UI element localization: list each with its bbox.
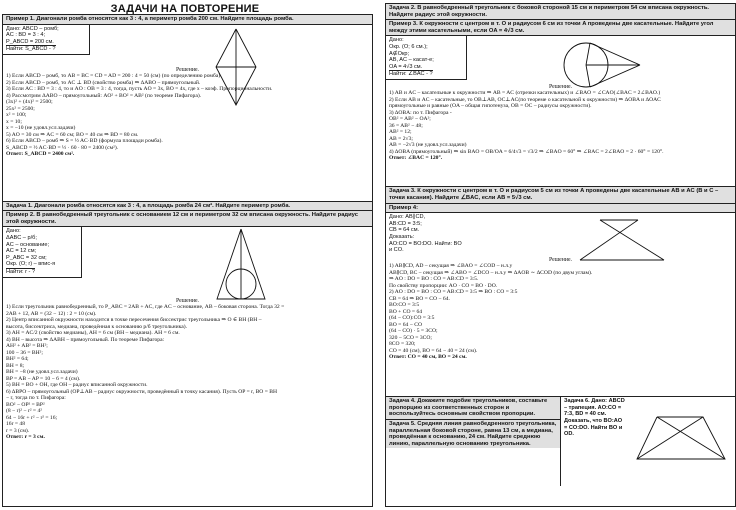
example-1: [3, 25, 372, 202]
example-3-solution: Решение. 1) AB и AC – касательные к окружности ⇒ AB = AC (отрезки касательных) и ∠BAO = ∠CAO(∠BAC = 2∠BAO.) 2) Если AB и AC – касательные, то OB⊥AB, OC⊥AC(по теореме о касательной к окружности) ⇒ ΔOBA и ΔOAC прямоугольные и равные (OA – общая гипотенуза, OB = OC – радиусы окружности). 3) ΔOBA: по т. Пифагора - OB² = AB² − OA²; 36 = AB² − 48; AB² = 12; AB = 2√3; AB = −2√3 (не удовл.усл.задачи) 4) ΔOBA (прямоугольный) ⇒ sin BAO = OB/OA = 6/4√3 = √3/2 ⇒ ∠BAO = 60° ⇒ ∠BAC = 2∠BAO = 2 · 60° = 120°. Ответ: ∠BAC = 120°.: [389, 83, 664, 162]
page-title: ЗАДАЧИ НА ПОВТОРЕНИЕ: [110, 3, 260, 15]
task-2: Задача 2. В равнобедренный треугольник с боковой стороной 15 см и периметром 54 см вписана окружность. Найдите радиус этой окружности.: [386, 4, 735, 20]
task-6: Задача 6. Дано: ABCD – трапеция. AO:CO = 7:3, BD = 40 см. Доказать, что BO:AO = CO:DO. Найти BO и OD.: [564, 398, 625, 438]
right-column: [385, 3, 736, 507]
example-4-header: Пример 4:: [386, 204, 735, 214]
example-1-solution: Решение. 1) Если ABCD – ромб, то AB = BC = CD = AD = 200 : 4 = 50 (см) (по определению ромба). 2) Если ABCD – ромб, то AC ⊥ BD (свойство ромба) ⇒ ΔABO – прямоугольный. 3) Если AC : BD = 3 : 4, то и AO : OB = 3 : 4, тогда, пусть AO = 3x, BO = 4x, где x – коэф. Пропорциональности. 4) Рассмотрим ΔABO – прямоугольный: AO² + BO² = AB² (по теореме Пифагора). (3x)² + (4x)² = 2500; 25x² = 2500; x² = 100; x = 10; x = −10 (не удовл.усл.задачи) 5) AO = 30 см ⇒ AC = 60 см; BO = 40 см ⇒ BD = 80 см. 6) Если ABCD – ромб ⇒ S = ½ AC·BD (формула площади ромба). S_ABCD = ½ AC·BD = ½ · 60 · 80 = 2400 (см²). Ответ: S_ABCD = 2400 см².: [6, 66, 273, 158]
isosceles-triangle-figure: [213, 227, 269, 303]
example-1-header: Пример 1. Диагонали ромба относятся как 3 : 4, а периметр ромба 200 см. Найдите площадь ромба.: [3, 15, 372, 25]
task-1: Задача 1. Диагонали ромба относятся как 3 : 4, а площадь ромба 24 см². Найдите периметр ромба.: [3, 202, 372, 212]
example-1-given: Дано: ABCD – ромб; AC : BD = 3 : 4; P_ABCD = 200 см. Найти: S_ABCD - ?: [3, 25, 90, 55]
example-3: [386, 36, 735, 187]
tangents-figure: [556, 38, 646, 92]
example-2-given: Дано: ΔABC – р/б; AC – основание; AC = 12 см; P_ABC = 32 см; Окр. (O; r) – впис-я Найти: r - ?: [3, 227, 82, 277]
example-4-solution: Решение. 1) AB∥CD, AD – секущая ⇒ ∠BAO = ∠COD – н.л.у AB∥CD, BC – секущая ⇒ ∠ABO = ∠DCO – н.л.у ⇒ ΔAOB ∼ ΔCOD (по двум углам). ⇒ AO : DO = BO : CO = AB:CD = 3:5. По свойству пропорции: AO · CO = BO · DO. 2) AO : DO = BO : CO = AB:CD = 3:5 ⇒ BO : CO = 3:5 CB = 64 ⇒ BO = CO − 64. BO:CO = 3:5 BO + CO = 64 (64 − CO):CO = 3:5 BO = 64 − CO (64 − CO) · 5 = 3CO; 320 − 5CO = 3CO; 8CO = 320; CO = 40 (см), BO = 64 − 40 = 24 (см). Ответ: CO = 40 см, BO = 24 см.: [389, 256, 593, 361]
trapezoid-figure: [633, 413, 729, 463]
example-4: [386, 213, 735, 397]
example-3-given: Дано: Окр. (O; 6 см.); A∉Окр; AB, AC – касат-е; OA = 4√3 см. Найти: ∠BAC - ?: [386, 36, 467, 80]
task-5: Задача 5. Средняя линия равнобедренного треугольника, параллельная боковой стороне, равна 13 см, а медиана, проведённая к основанию, 24 см. Найдите среднюю линию, параллельную основанию треугольника.: [386, 420, 560, 448]
tasks-bottom: [386, 397, 735, 486]
example-4-given: Дано: AB∥CD, AB:CD = 3:5; CB = 64 см. Доказать: AO:CO = BO:DO. Найти: BO и CO.: [389, 214, 462, 254]
example-3-header: Пример 3. К окружности с центром в т. O и радиусом 6 см из точки A проведены две касательные. Найдите угол между этими касательными, если OA = 4√3 см.: [386, 20, 735, 36]
example-2-solution: Решение. 1) Если треугольник равнобедренный, то P_ABC = 2AB + AC, где AC – основание, AB – боковая сторона. Тогда 32 = 2AB + 12, AB = (32 − 12) : 2 = 10 (см). 2) Центр вписанной окружности находится в точке пересечения биссектрис треугольника ⇒ O ∈ BH (BH – высота, биссектриса, медиана, проведённая к основанию р/б треугольника). 3) AH = AC/2 (свойство медианы), AH = 6 см (BH – медиана). AH = 6 см. 4) BH – высота ⇒ ΔABH – прямоугольный. По теореме Пифагора: AH² + AB² = BH²; 100 − 36 = BH²; BH² = 64; BH = 8; BH = −8 (не удовл.усл.задачи) BP = AB − AP = 10 − 6 = 4 (см). 5) BH = BO + OH, где OH – радиус вписанной окружности. 6) ΔBPO – прямоугольный (OP⊥AB – радиус окружности, проведённый в точку касания). Пусть OP = r, BO = BH − r, тогда по т. Пифагора: BO² − OP² = BP² (8 − r)² − r² = 4² 64 − 16r + r² − r² = 16; 16r = 48 r = 3 (см). Ответ: r = 3 см.: [6, 297, 285, 441]
task-4: Задача 4. Докажите подобие треугольников, составьте пропорцию из соответственных сторон и воспользуйтесь основным свойством пропорции.: [386, 397, 560, 420]
left-column: [2, 14, 373, 507]
example-2: [3, 227, 372, 440]
hourglass-figure: [574, 217, 670, 263]
example-2-header: Пример 2. В равнобедренный треугольник с основанием 12 см и периметром 32 см вписана окружность. Найдите радиус этой окружности.: [3, 211, 372, 227]
rhombus-figure: [211, 27, 261, 107]
task-3: Задача 3. К окружности с центром в т. O и радиусом 5 см из точки A проведены две касательные AB и AC (B и C – точки касания). Найдите ∠BAC, если AB = 5√3 см.: [386, 187, 735, 203]
